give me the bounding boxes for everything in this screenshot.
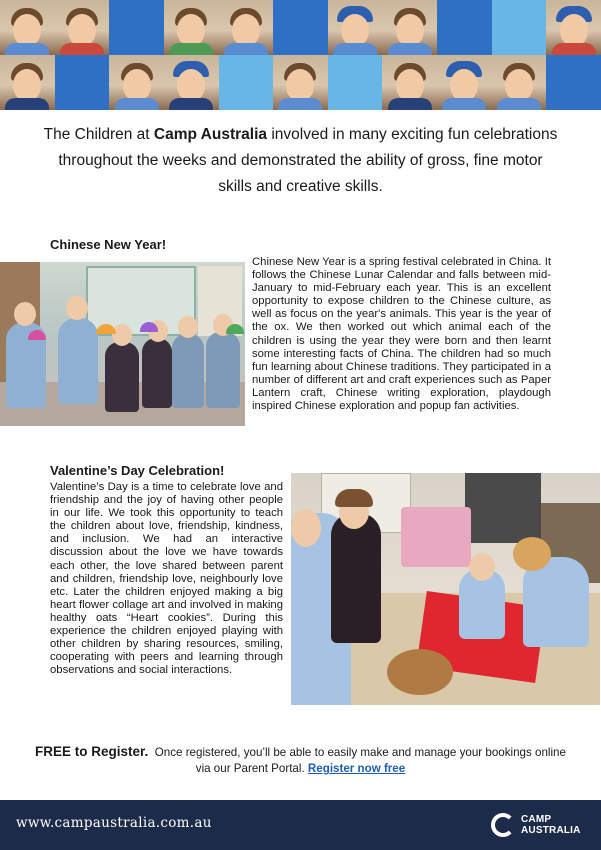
child-photo	[109, 55, 164, 110]
free-register-label: FREE to Register.	[35, 744, 149, 759]
child-photo	[382, 55, 437, 110]
logo-mark-icon	[491, 813, 515, 837]
header-photo-grid	[0, 0, 601, 110]
child-photo	[164, 55, 219, 110]
valentines-text: Valentine’s Day is a time to celebrate love and friendship and the joy of having other people in our life. We took this opportunity to teach the children about love, friendship, kindness, and inclusion. We had an interactive discussion about the love we have towards each other, the love shared between parent and children, friendship love, neighbourly love etc. Later the children enjoyed making a big heart flower collage art and involved in making healthy oats “Heart cookies”. During this experience the children enjoyed playing with other children by sharing resources, smiling, cooperating with peers and learning through observations and social interactions.	[50, 481, 283, 677]
grid-tile	[437, 0, 492, 55]
grid-tile	[55, 55, 110, 110]
child-photo	[382, 0, 437, 55]
chinese-new-year-heading: Chinese New Year!	[50, 237, 167, 252]
child-photo	[219, 0, 274, 55]
chinese-new-year-photo	[0, 262, 245, 426]
child-photo	[328, 0, 383, 55]
grid-tile	[546, 55, 601, 110]
register-block	[30, 744, 571, 777]
brand-name: Camp Australia	[153, 126, 268, 143]
grid-tile	[219, 55, 274, 110]
footer-bar	[0, 800, 601, 850]
register-now-link[interactable]: Register now free	[307, 762, 406, 775]
child-photo	[0, 55, 55, 110]
register-text: Once registered, you’ll be able to easily make and manage your bookings online via our Parent Portal.	[154, 746, 566, 775]
website-link[interactable]: www.campaustralia.com.au	[16, 815, 212, 831]
child-photo	[546, 0, 601, 55]
intro-text: The Children at Camp Australia involved in many exciting fun celebrations throughout the weeks and demonstrated the ability of gross, fine motor skills and creative skills.	[43, 126, 558, 195]
child-photo	[0, 0, 55, 55]
child-photo	[164, 0, 219, 55]
grid-tile	[492, 0, 547, 55]
valentines-heading: Valentine’s Day Celebration!	[50, 463, 225, 478]
grid-tile	[328, 55, 383, 110]
grid-tile	[273, 0, 328, 55]
chinese-new-year-text: Chinese New Year is a spring festival celebrated in China. It follows the Chinese Lunar Calendar and falls between mid-January to mid-February each year. This is an excellent opportunity to expose children to the Chinese culture, as well as focus on the year's animals. This year is the year of the ox. We then worked out which animal each of the children is using the year they were born and then learnt some interesting facts of China. The children had so much fun learning about Chinese traditions. They participated in a number of different art and craft experiences such as Paper Lantern craft, Chinese writing exploration, playdough inspired Chinese exploration and popup fan activities.	[252, 256, 551, 413]
child-photo	[273, 55, 328, 110]
child-photo	[55, 0, 110, 55]
grid-tile	[109, 0, 164, 55]
camp-australia-logo: CAMP AUSTRALIA	[491, 810, 587, 840]
child-photo	[437, 55, 492, 110]
valentines-photo	[291, 473, 600, 705]
child-photo	[492, 55, 547, 110]
